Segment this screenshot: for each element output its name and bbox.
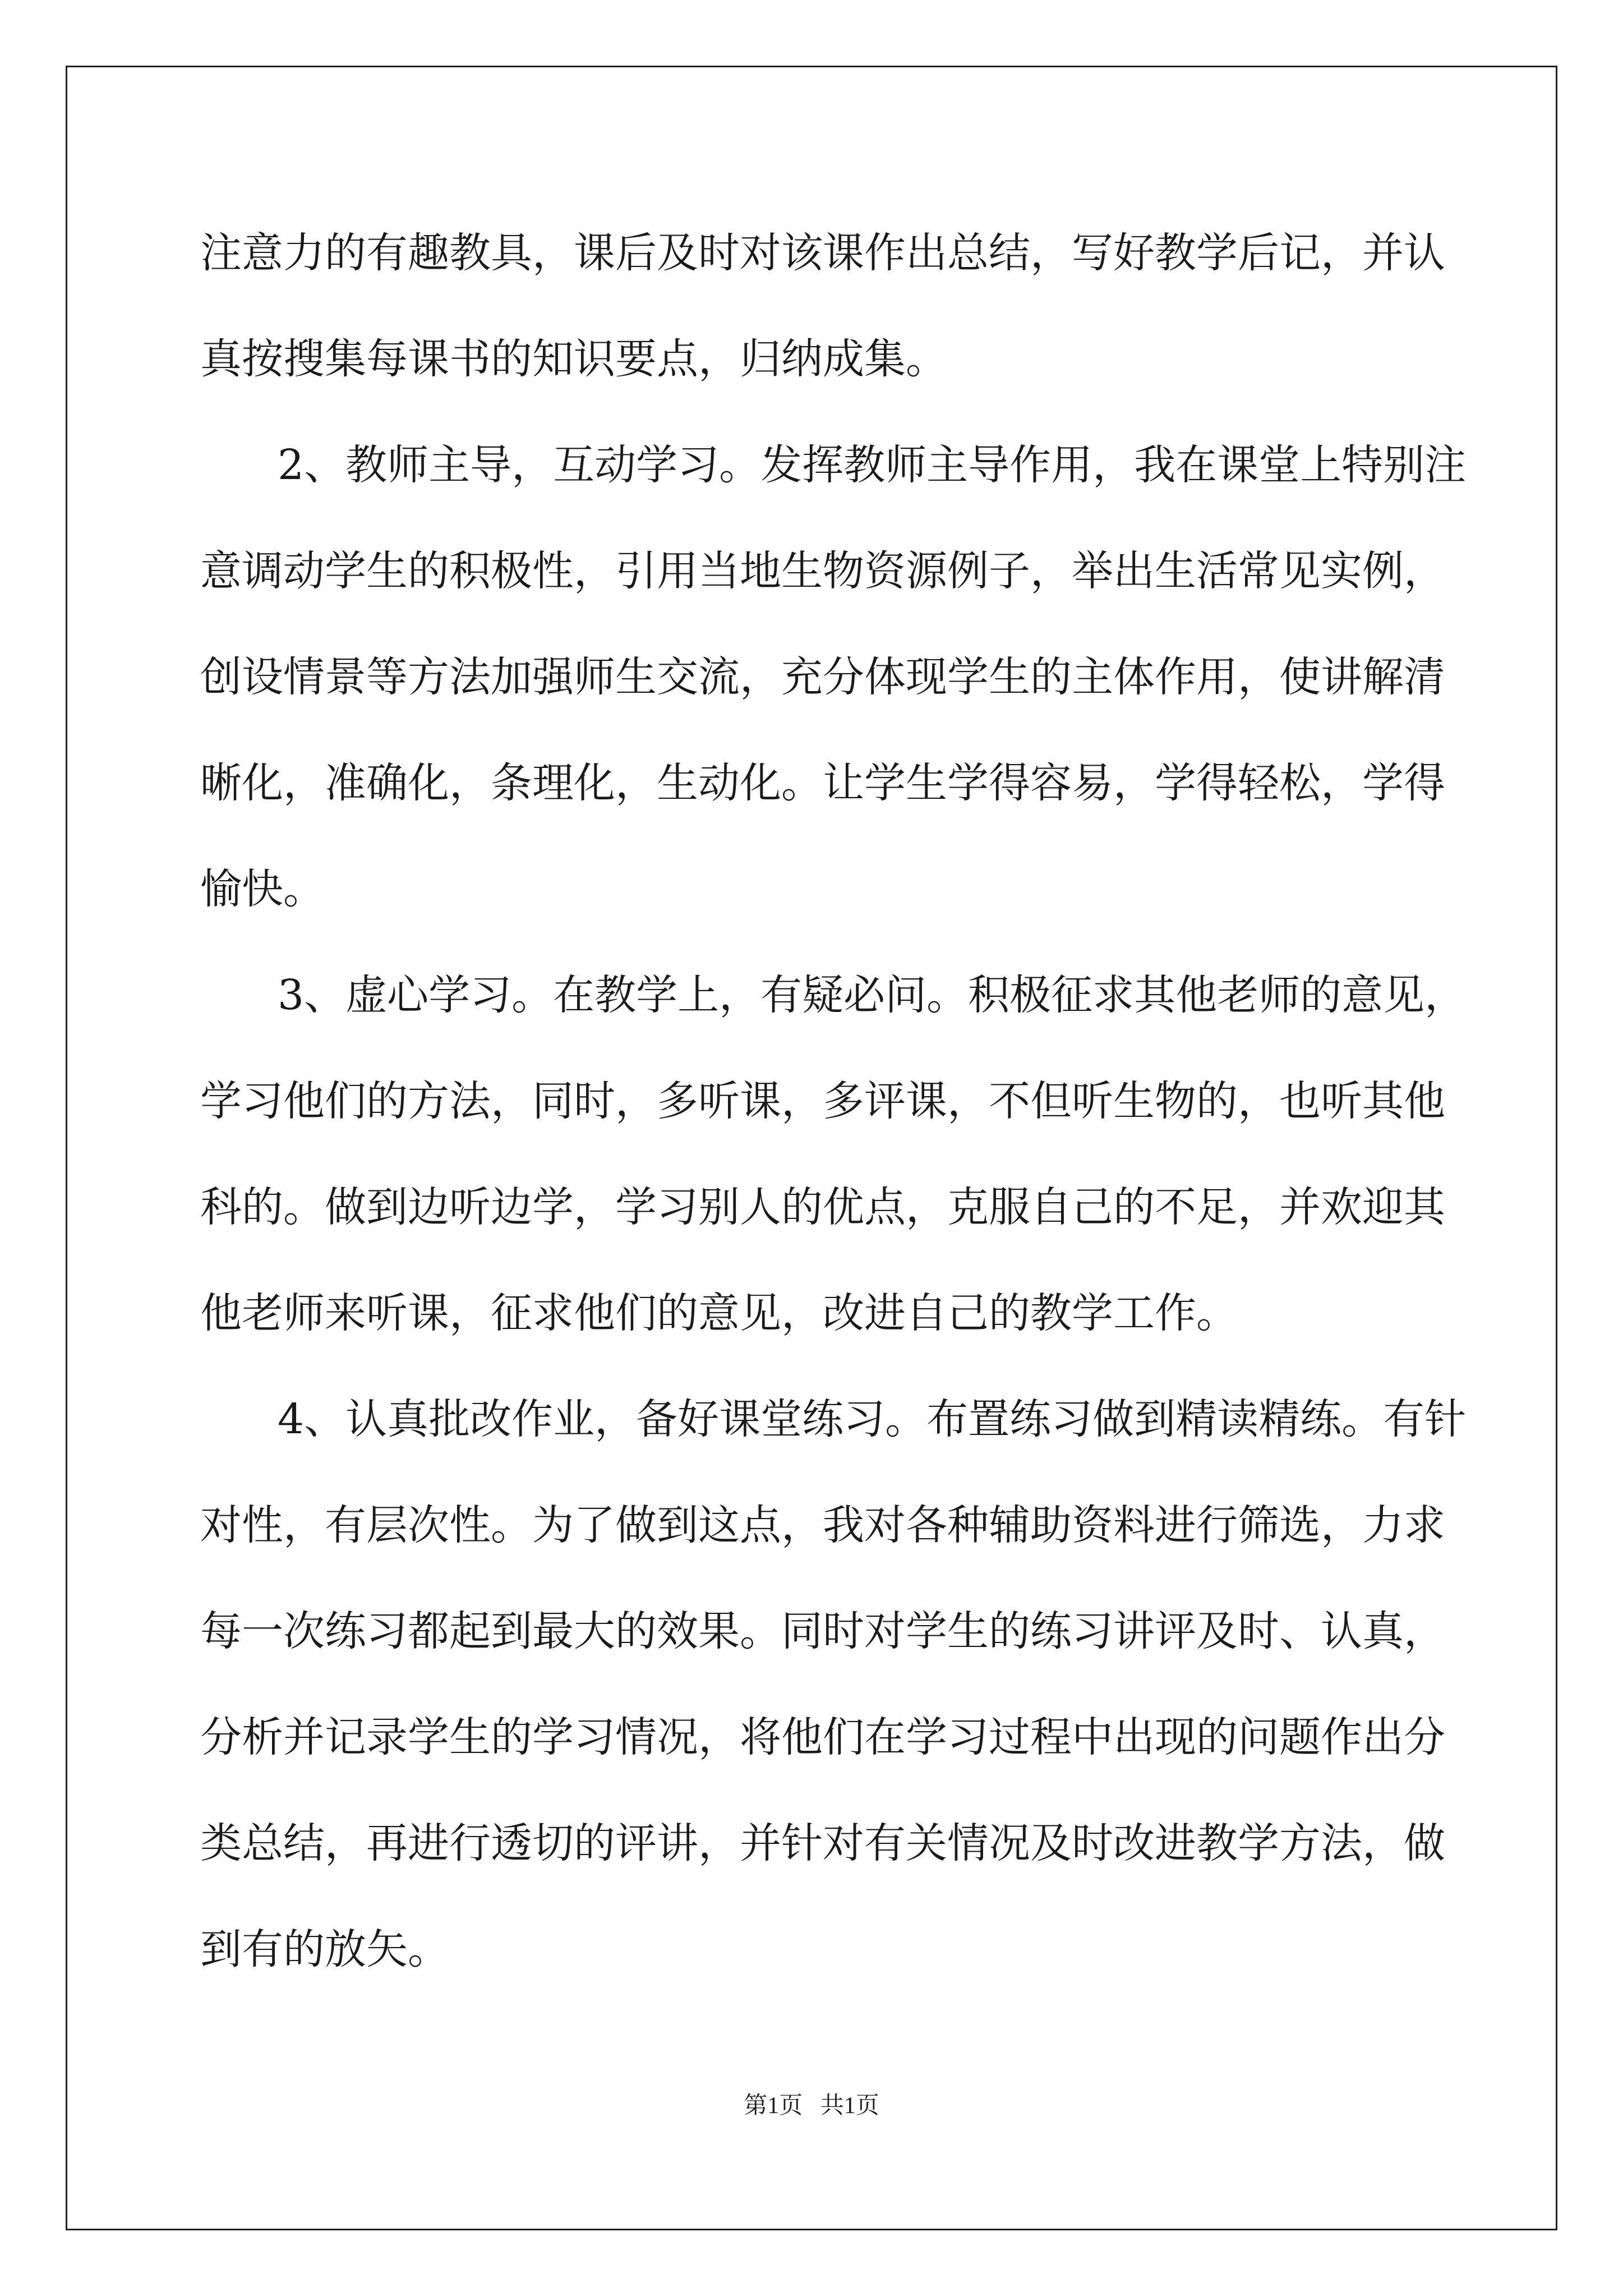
text-line: 学习他们的方法，同时，多听课，多评课，不但听生物的，也听其他 — [200, 1077, 1445, 1125]
page-footer: 第1页 共1页 — [744, 2093, 879, 2119]
text-line: 4、认真批改作业，备好课堂练习。布置练习做到精读精练。有针 — [278, 1395, 1467, 1443]
page-border — [66, 66, 1557, 2230]
text-line: 类总结，再进行透切的评讲，并针对有关情况及时改进教学方法，做 — [200, 1819, 1445, 1867]
text-line: 他老师来听课，征求他们的意见，改进自己的教学工作。 — [200, 1289, 1238, 1337]
text-line: 创设情景等方法加强师生交流，充分体现学生的主体作用，使讲解清 — [200, 653, 1445, 701]
text-line: 科的。做到边听边学，学习别人的优点，克服自己的不足，并欢迎其 — [200, 1183, 1445, 1231]
text-line: 晰化，准确化，条理化，生动化。让学生学得容易，学得轻松，学得 — [200, 759, 1445, 807]
text-line: 2、教师主导，互动学习。发挥教师主导作用，我在课堂上特别注 — [278, 441, 1467, 489]
text-line: 到有的放矢。 — [200, 1925, 449, 1973]
text-line: 对性，有层次性。为了做到这点，我对各种辅助资料进行筛选，力求 — [200, 1501, 1445, 1549]
text-line: 每一次练习都起到最大的效果。同时对学生的练习讲评及时、认真， — [200, 1607, 1445, 1655]
text-line: 3、虚心学习。在教学上，有疑必问。积极征求其他老师的意见， — [278, 971, 1467, 1019]
text-line: 愉快。 — [200, 865, 325, 913]
text-line: 分析并记录学生的学习情况，将他们在学习过程中出现的问题作出分 — [200, 1713, 1445, 1761]
text-line: 意调动学生的积极性，引用当地生物资源例子，举出生活常见实例， — [200, 547, 1445, 595]
text-line: 注意力的有趣教具，课后及时对该课作出总结，写好教学后记，并认 — [200, 229, 1445, 277]
text-line: 真按搜集每课书的知识要点，归纳成集。 — [200, 335, 947, 383]
